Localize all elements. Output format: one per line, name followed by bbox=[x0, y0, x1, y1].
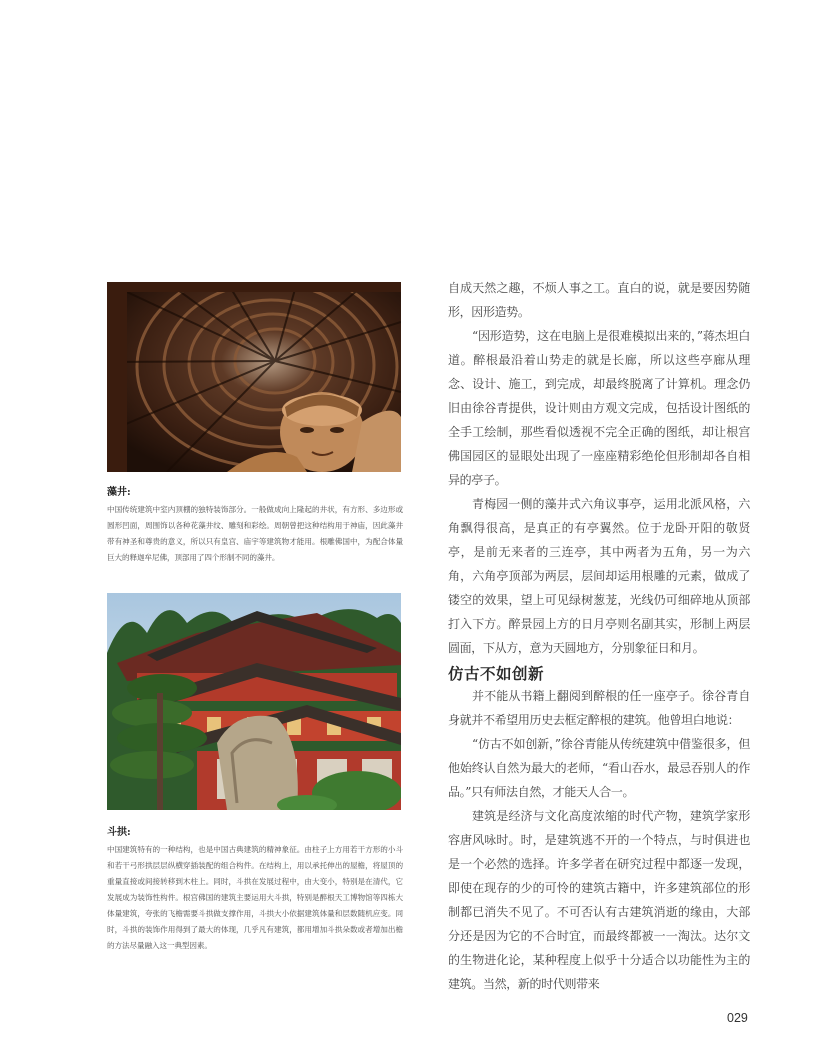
page-number: 029 bbox=[727, 1011, 748, 1025]
article-paragraph: 并不能从书籍上翻阅到醉根的任一座亭子。徐谷青自身就并不希望用历史去框定醉根的建筑。他曾坦白地说： bbox=[448, 689, 750, 727]
article-paragraph: 建筑是经济与文化高度浓缩的时代产物，建筑学家形容唐风咏时。时，是建筑逃不开的一个特点，与时俱进也是一个必然的选择。许多学者在研究过程中都逐一发现，即使在现存的少的可怜的建筑古籍中，许多建筑部位的形制都已消失不见了。不可否认有古建筑消逝的缘由，大部分还是因为它的不合时宜，而最终都被一一淘汰。达尔文的生物进化论，某种程度上似乎十分适合以功能性为主的建筑。当然，新的时代则带来 bbox=[448, 809, 750, 991]
article-column-top bbox=[448, 276, 750, 660]
article-paragraph: “因形造势，这在电脑上是很难模拟出来的，”蒋杰坦白道。醉根最沿着山势走的就是长廊，所以这些亭廊从理念、设计、施工，到完成，却最终脱离了计算机。理念仍旧由徐谷青提供，设计则由方观文完成，包括设计图纸的全手工绘制，那些看似透视不完全正确的图纸，却让根宫佛国园区的显眼处出现了一座座精彩绝伦但形制却各自相异的亭子。 bbox=[448, 329, 750, 487]
section-heading: 仿古不如创新 bbox=[448, 665, 545, 683]
caisson-caption bbox=[107, 486, 403, 566]
article-paragraph: 自成天然之趣，不烦人事之工。直白的说，就是要因势随形，因形造势。 bbox=[448, 281, 750, 319]
dougong-caption-body: 中国建筑特有的一种结构，也是中国古典建筑的精神象征。由柱子上方用若干方形的小斗和若干弓形拱层层纵横穿插装配的组合构件。在结构上，用以承托伸出的屋檐，将屋顶的重量直接或间接转移到木柱上。同时，斗拱在发展过程中，由大变小，特别是在清代，它发展成为装饰性构件。根宫佛国的建筑主要运用大斗拱，特别是醉根天工博物馆等四栋大体量建筑，夸张的飞檐需要斗拱做支撑作用，斗拱大小依据建筑体量和层数随机应变。同时，斗拱的装饰作用得到了最大的体现，几乎凡有建筑，都用增加斗拱朵数或者增加出檐的方法尽量融入这一典型因素。 bbox=[107, 845, 403, 950]
dougong-caption bbox=[107, 826, 403, 954]
dougong-caption-title: 斗拱: bbox=[107, 827, 131, 838]
caisson-caption-title: 藻井: bbox=[107, 487, 131, 498]
temple-pavilion-photo bbox=[107, 593, 401, 810]
article-column-bottom bbox=[448, 684, 750, 996]
caisson-caption-body: 中国传统建筑中室内顶棚的独特装饰部分。一般做成向上隆起的井状，有方形、多边形或圆形凹面，周围饰以各种花藻井纹、雕刻和彩绘。周朝曾把这种结构用于神庙，因此藻井带有神圣和尊贵的意义，所以只有皇宫、庙宇等建筑物才能用。根雕佛国中，为配合体量巨大的释迦牟尼佛，顶部用了四个形制不同的藻井。 bbox=[107, 505, 403, 562]
article-paragraph: “仿古不如创新，”徐谷青能从传统建筑中借鉴很多，但他始终认自然为最大的老师，“看山吞水，最忌吞别人的作品。”只有师法自然，才能天人合一。 bbox=[448, 737, 750, 799]
article-paragraph: 青梅园一侧的藻井式六角议事亭，运用北派风格，六角飘得很高，是真正的有亭翼然。位于龙卧开阳的敬贤亭，是前无来者的三连亭，其中两者为五角，另一为六角，六角亭顶部为两层，层间却运用根雕的元素，做成了镂空的效果，望上可见绿树葱茏，光线仍可细碎地从顶部打入下方。醉景园上方的日月亭则名副其实，形制上两层圆面，下从方，意为天圆地方，分别象征日和月。 bbox=[448, 497, 750, 655]
caisson-ceiling-photo bbox=[107, 282, 401, 472]
